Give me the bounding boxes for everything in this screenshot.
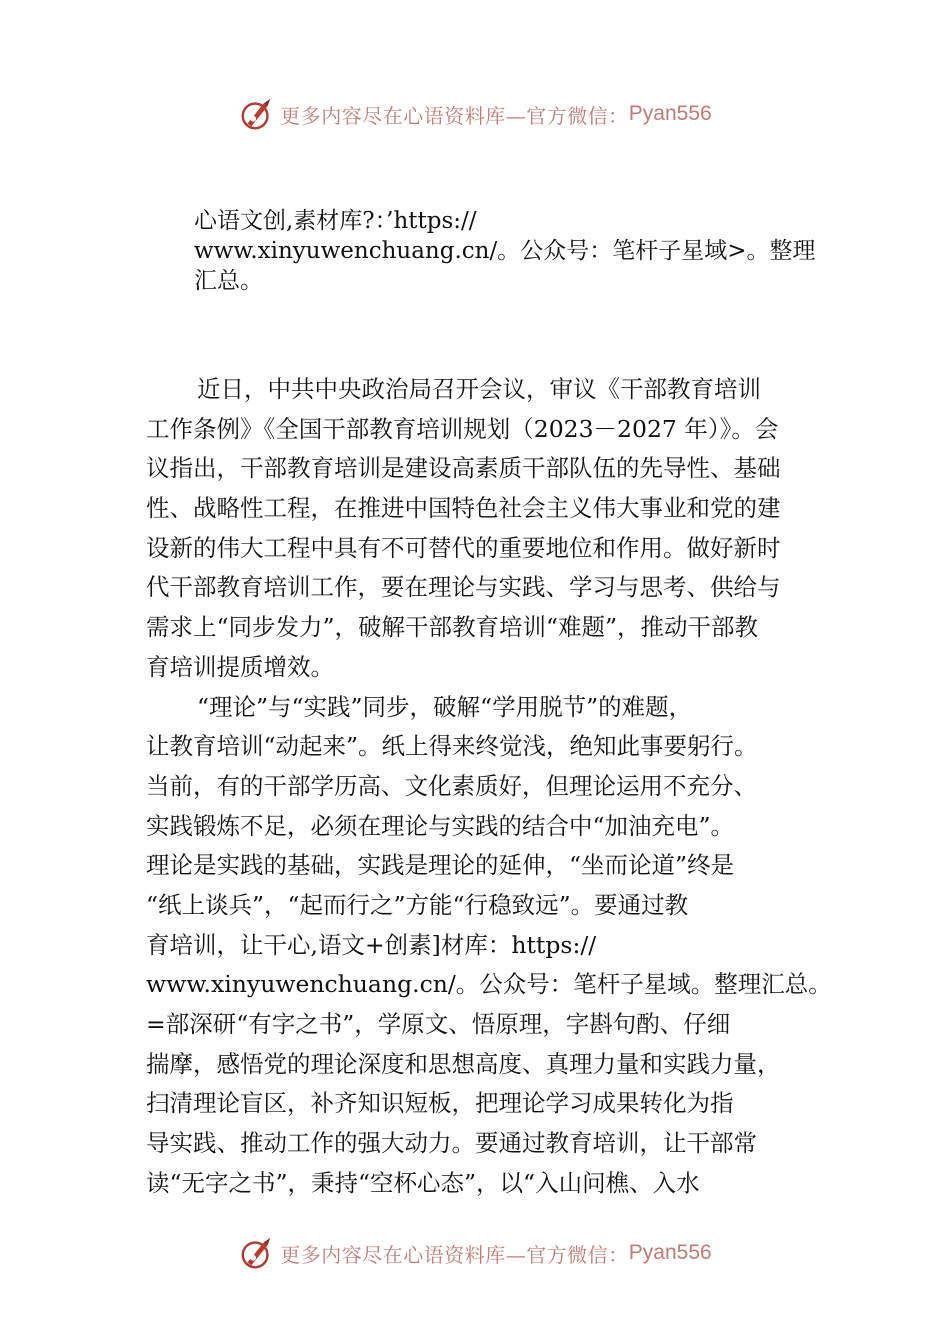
banner-wechat-handle: Pyan556 xyxy=(628,1241,712,1264)
source-note-line: 汇总。 xyxy=(194,268,263,294)
article-line: www.xinyuwenchuang.cn/。公众号：笔杆子星域。整理汇总。 xyxy=(146,970,832,999)
article-line: 理论是实践的基础，实践是理论的延伸，“坐而论道”终是 xyxy=(146,851,735,880)
article-line: 让教育培训“动起来”。纸上得来终觉浅，绝知此事要躬行。 xyxy=(146,732,758,761)
banner-wechat-handle: Pyan556 xyxy=(628,102,712,125)
article-line: 议指出，干部教育培训是建设高素质干部队伍的先导性、基础 xyxy=(146,454,781,483)
article-line: 揣摩，感悟党的理论深度和思想高度、真理力量和实践力量， xyxy=(146,1049,781,1078)
header-banner xyxy=(0,92,950,136)
article-line: 近日，中共中央政治局召开会议，审议《干部教育培训 xyxy=(197,375,761,403)
banner-text: 更多内容尽在心语资料库—官方微信： xyxy=(280,103,629,128)
article-line: 扫清理论盲区，补齐知识短板，把理论学习成果转化为指 xyxy=(146,1089,734,1118)
footer-banner xyxy=(0,1231,950,1275)
pen-logo-icon xyxy=(238,95,276,133)
article-line: =部深研“有字之书”，学原文、悟原理，字斟句酌、仔细 xyxy=(146,1010,731,1038)
article-line: 当前，有的干部学历高、文化素质好，但理论运用不充分、 xyxy=(146,771,757,800)
article-line: 设新的伟大工程中具有不可替代的重要地位和作用。做好新时 xyxy=(146,533,781,562)
article-line: 导实践、推动工作的强大动力。要通过教育培训，让干部常 xyxy=(146,1129,757,1158)
article-line: 工作条例》《全国干部教育培训规划（2023－2027 年）》。会 xyxy=(146,414,779,443)
article-line: 育培训，让干心,语文+创素]材库：https:// xyxy=(146,930,597,959)
pen-logo-icon xyxy=(238,1234,276,1272)
article-line: 需求上“同步发力”，破解干部教育培训“难题”，推动干部教 xyxy=(146,613,759,642)
article-body xyxy=(146,370,832,1203)
banner-text: 更多内容尽在心语资料库—官方微信： xyxy=(280,1242,629,1267)
source-note-line: www.xinyuwenchuang.cn/。公众号：笔杆子星域>。整理 xyxy=(194,238,816,264)
article-line: 育培训提质增效。 xyxy=(146,652,334,681)
article-line: 性、战略性工程，在推进中国特色社会主义伟大事业和党的建 xyxy=(146,494,781,523)
article-line: 读“无字之书”，秉持“空杯心态”，以“入山问樵、入水 xyxy=(146,1168,700,1197)
article-line: 实践锻炼不足，必须在理论与实践的结合中“加油充电”。 xyxy=(146,811,735,840)
article-line: “纸上谈兵”，“起而行之”方能“行稳致远”。要通过教 xyxy=(146,890,689,919)
article-line: “理论”与“实践”同步，破解“学用脱节”的难题， xyxy=(197,692,693,721)
source-note-line: 心语文创,素材库?：’https:// xyxy=(194,208,477,234)
source-note xyxy=(194,206,824,296)
article-line: 代干部教育培训工作，要在理论与实践、学习与思考、供给与 xyxy=(146,573,781,602)
